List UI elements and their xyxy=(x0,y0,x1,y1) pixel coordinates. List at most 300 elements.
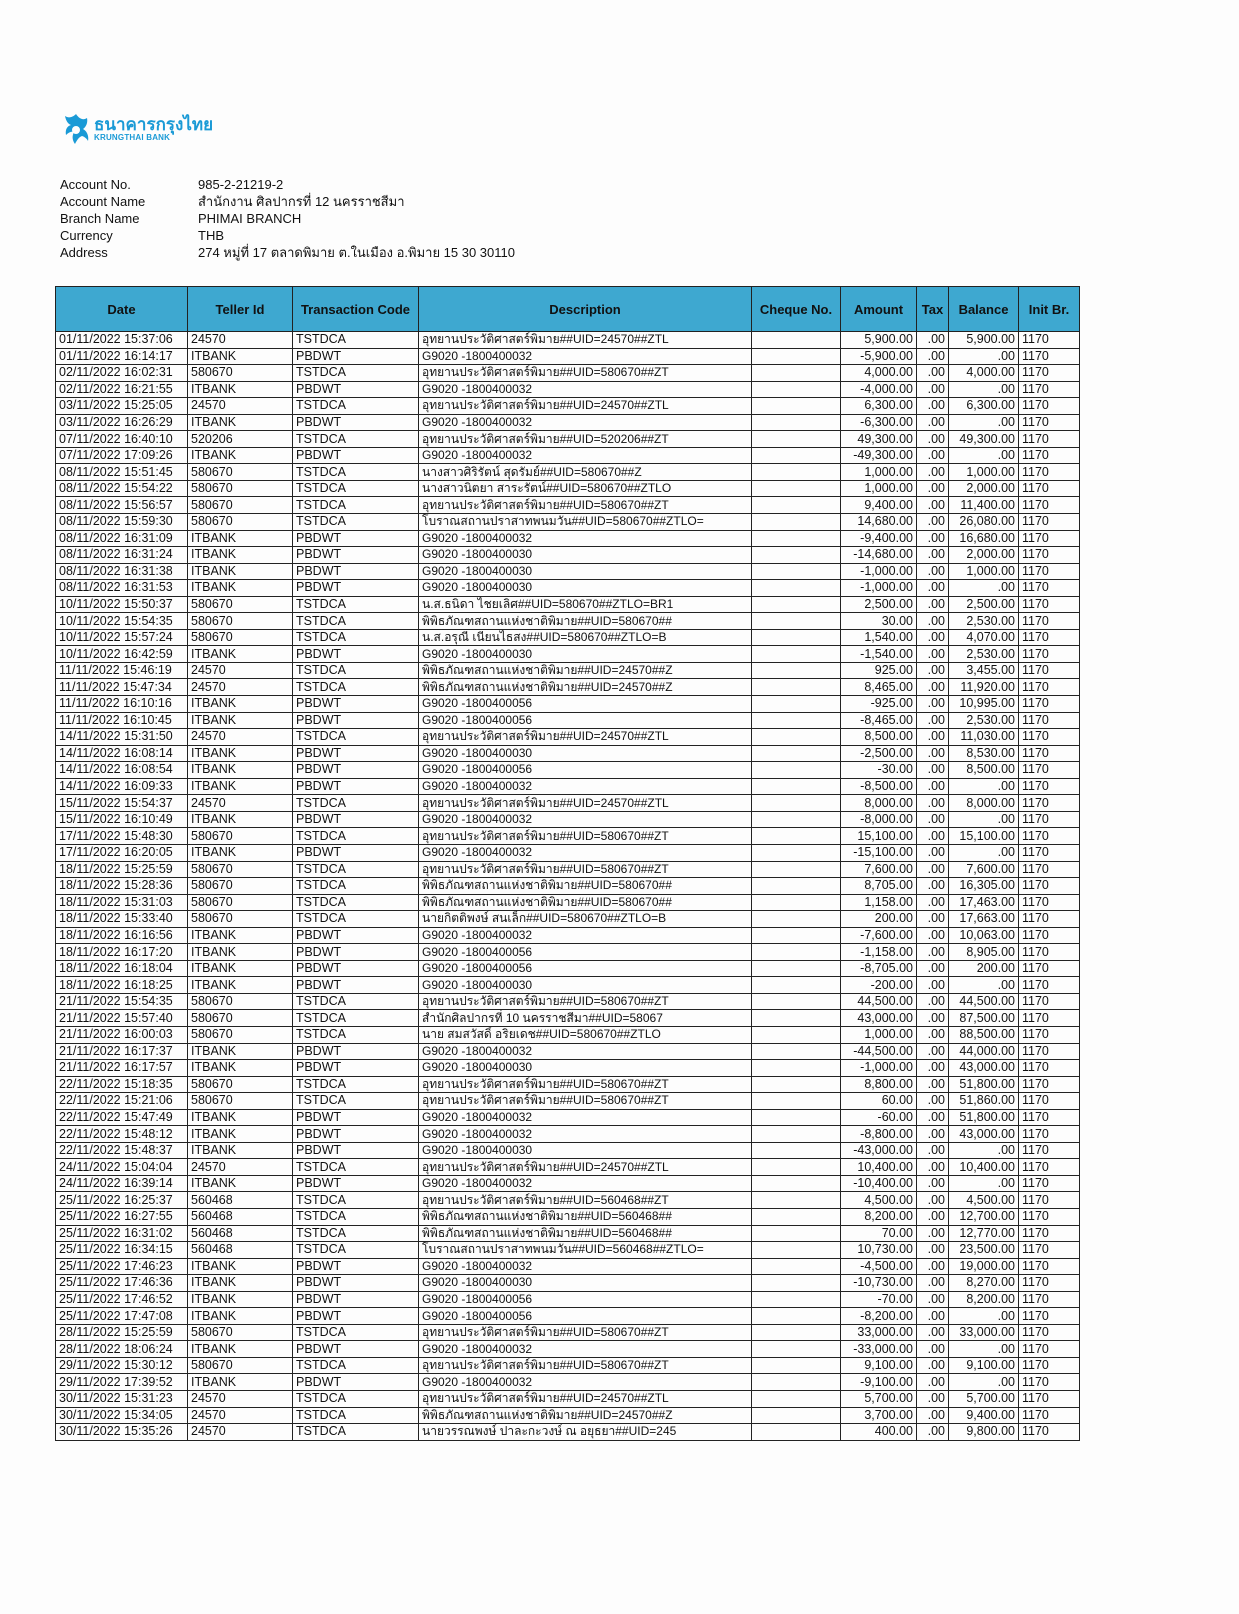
cell-description: G9020 -1800400032 xyxy=(419,348,752,365)
table-row xyxy=(56,662,1080,679)
bank-logo xyxy=(62,112,213,146)
cell-cheque-no xyxy=(752,977,841,994)
cell-balance: 12,770.00 xyxy=(949,1225,1019,1242)
cell-cheque-no xyxy=(752,1109,841,1126)
cell-description: นายวรรณพงษ์ ปาละกะวงษ์ ณ อยุธยา##UID=245 xyxy=(419,1424,752,1441)
cell-date: 25/11/2022 16:25:37 xyxy=(56,1192,188,1209)
cell-amount: 44,500.00 xyxy=(841,993,917,1010)
cell-date: 15/11/2022 16:10:49 xyxy=(56,811,188,828)
cell-amount: 8,465.00 xyxy=(841,679,917,696)
cell-init-br: 1170 xyxy=(1019,613,1080,630)
cell-date: 08/11/2022 15:51:45 xyxy=(56,464,188,481)
cell-tax: .00 xyxy=(917,1225,949,1242)
cell-cheque-no xyxy=(752,1258,841,1275)
cell-date: 25/11/2022 17:47:08 xyxy=(56,1308,188,1325)
cell-date: 22/11/2022 15:18:35 xyxy=(56,1076,188,1093)
cell-transaction-code: TSTDCA xyxy=(293,1324,419,1341)
cell-transaction-code: TSTDCA xyxy=(293,431,419,448)
cell-balance: 10,063.00 xyxy=(949,927,1019,944)
cell-balance: 44,000.00 xyxy=(949,1043,1019,1060)
cell-teller-id: ITBANK xyxy=(188,381,293,398)
cell-init-br: 1170 xyxy=(1019,745,1080,762)
cell-init-br: 1170 xyxy=(1019,878,1080,895)
table-row xyxy=(56,1109,1080,1126)
cell-cheque-no xyxy=(752,348,841,365)
account-field-value: 985-2-21219-2 xyxy=(198,177,284,192)
table-row xyxy=(56,778,1080,795)
cell-tax: .00 xyxy=(917,1208,949,1225)
cell-teller-id: 520206 xyxy=(188,431,293,448)
cell-tax: .00 xyxy=(917,960,949,977)
cell-teller-id: ITBANK xyxy=(188,1374,293,1391)
cell-description: G9020 -1800400032 xyxy=(419,844,752,861)
cell-description: G9020 -1800400030 xyxy=(419,580,752,597)
cell-cheque-no xyxy=(752,1424,841,1441)
cell-amount: -4,000.00 xyxy=(841,381,917,398)
cell-description: G9020 -1800400032 xyxy=(419,778,752,795)
cell-amount: -200.00 xyxy=(841,977,917,994)
cell-init-br: 1170 xyxy=(1019,1242,1080,1259)
cell-date: 08/11/2022 16:31:38 xyxy=(56,563,188,580)
cell-cheque-no xyxy=(752,1341,841,1358)
cell-teller-id: 580670 xyxy=(188,894,293,911)
cell-date: 28/11/2022 18:06:24 xyxy=(56,1341,188,1358)
cell-init-br: 1170 xyxy=(1019,497,1080,514)
cell-date: 25/11/2022 16:34:15 xyxy=(56,1242,188,1259)
cell-transaction-code: TSTDCA xyxy=(293,398,419,415)
cell-transaction-code: PBDWT xyxy=(293,1374,419,1391)
cell-cheque-no xyxy=(752,547,841,564)
cell-date: 10/11/2022 16:42:59 xyxy=(56,646,188,663)
cell-balance: .00 xyxy=(949,580,1019,597)
cell-date: 25/11/2022 16:31:02 xyxy=(56,1225,188,1242)
cell-init-br: 1170 xyxy=(1019,1026,1080,1043)
table-row xyxy=(56,1076,1080,1093)
cell-transaction-code: TSTDCA xyxy=(293,993,419,1010)
cell-date: 30/11/2022 15:35:26 xyxy=(56,1424,188,1441)
cell-description: พิพิธภัณฑสถานแห่งชาติพิมาย##UID=580670## xyxy=(419,894,752,911)
cell-description: G9020 -1800400056 xyxy=(419,944,752,961)
cell-transaction-code: TSTDCA xyxy=(293,1159,419,1176)
cell-teller-id: ITBANK xyxy=(188,530,293,547)
cell-balance: 4,000.00 xyxy=(949,365,1019,382)
table-row xyxy=(56,745,1080,762)
cell-tax: .00 xyxy=(917,563,949,580)
cell-tax: .00 xyxy=(917,993,949,1010)
cell-init-br: 1170 xyxy=(1019,778,1080,795)
table-row xyxy=(56,348,1080,365)
cell-date: 30/11/2022 15:34:05 xyxy=(56,1407,188,1424)
cell-init-br: 1170 xyxy=(1019,1060,1080,1077)
cell-tax: .00 xyxy=(917,795,949,812)
cell-balance: 1,000.00 xyxy=(949,464,1019,481)
cell-cheque-no xyxy=(752,580,841,597)
cell-date: 08/11/2022 15:56:57 xyxy=(56,497,188,514)
table-row xyxy=(56,1424,1080,1441)
table-row xyxy=(56,878,1080,895)
cell-description: G9020 -1800400030 xyxy=(419,1060,752,1077)
table-row xyxy=(56,911,1080,928)
cell-cheque-no xyxy=(752,1275,841,1292)
cell-transaction-code: PBDWT xyxy=(293,563,419,580)
cell-teller-id: ITBANK xyxy=(188,646,293,663)
cell-init-br: 1170 xyxy=(1019,530,1080,547)
cell-transaction-code: PBDWT xyxy=(293,1142,419,1159)
cell-teller-id: ITBANK xyxy=(188,563,293,580)
cell-teller-id: ITBANK xyxy=(188,712,293,729)
cell-init-br: 1170 xyxy=(1019,844,1080,861)
cell-init-br: 1170 xyxy=(1019,1159,1080,1176)
table-row xyxy=(56,894,1080,911)
cell-amount: -8,500.00 xyxy=(841,778,917,795)
cell-transaction-code: TSTDCA xyxy=(293,662,419,679)
cell-date: 21/11/2022 15:57:40 xyxy=(56,1010,188,1027)
table-row xyxy=(56,365,1080,382)
cell-cheque-no xyxy=(752,1225,841,1242)
cell-transaction-code: PBDWT xyxy=(293,712,419,729)
cell-init-br: 1170 xyxy=(1019,811,1080,828)
cell-transaction-code: PBDWT xyxy=(293,414,419,431)
cell-teller-id: 580670 xyxy=(188,629,293,646)
cell-description: อุทยานประวัติศาสตร์พิมาย##UID=560468##ZT xyxy=(419,1192,752,1209)
cell-amount: 1,158.00 xyxy=(841,894,917,911)
cell-init-br: 1170 xyxy=(1019,712,1080,729)
table-header-row xyxy=(56,287,1080,332)
cell-amount: -33,000.00 xyxy=(841,1341,917,1358)
cell-transaction-code: TSTDCA xyxy=(293,894,419,911)
cell-cheque-no xyxy=(752,927,841,944)
cell-cheque-no xyxy=(752,811,841,828)
cell-date: 18/11/2022 15:31:03 xyxy=(56,894,188,911)
krungthai-bird-logo-icon xyxy=(62,112,90,146)
table-row xyxy=(56,613,1080,630)
cell-description: อุทยานประวัติศาสตร์พิมาย##UID=580670##ZT xyxy=(419,365,752,382)
cell-transaction-code: TSTDCA xyxy=(293,1391,419,1408)
cell-date: 18/11/2022 15:33:40 xyxy=(56,911,188,928)
table-row xyxy=(56,547,1080,564)
cell-teller-id: 24570 xyxy=(188,1424,293,1441)
cell-teller-id: 580670 xyxy=(188,878,293,895)
bank-name-thai: ธนาคารกรุงไทย xyxy=(94,114,214,134)
table-row xyxy=(56,530,1080,547)
cell-balance: 51,800.00 xyxy=(949,1109,1019,1126)
cell-cheque-no xyxy=(752,365,841,382)
cell-teller-id: ITBANK xyxy=(188,811,293,828)
table-row xyxy=(56,944,1080,961)
cell-init-br: 1170 xyxy=(1019,861,1080,878)
cell-description: พิพิธภัณฑสถานแห่งชาติพิมาย##UID=560468## xyxy=(419,1225,752,1242)
cell-balance: 33,000.00 xyxy=(949,1324,1019,1341)
cell-cheque-no xyxy=(752,447,841,464)
cell-teller-id: 580670 xyxy=(188,497,293,514)
cell-teller-id: 580670 xyxy=(188,1093,293,1110)
cell-tax: .00 xyxy=(917,1424,949,1441)
cell-cheque-no xyxy=(752,1374,841,1391)
cell-transaction-code: PBDWT xyxy=(293,944,419,961)
cell-tax: .00 xyxy=(917,514,949,531)
cell-date: 25/11/2022 16:27:55 xyxy=(56,1208,188,1225)
table-row xyxy=(56,1159,1080,1176)
cell-teller-id: 24570 xyxy=(188,729,293,746)
column-header-amount: Amount xyxy=(841,287,917,332)
cell-cheque-no xyxy=(752,745,841,762)
cell-balance: 43,000.00 xyxy=(949,1060,1019,1077)
cell-amount: 33,000.00 xyxy=(841,1324,917,1341)
cell-date: 25/11/2022 17:46:36 xyxy=(56,1275,188,1292)
cell-amount: 8,800.00 xyxy=(841,1076,917,1093)
cell-teller-id: ITBANK xyxy=(188,1175,293,1192)
cell-init-br: 1170 xyxy=(1019,729,1080,746)
cell-amount: -14,680.00 xyxy=(841,547,917,564)
cell-description: G9020 -1800400030 xyxy=(419,646,752,663)
cell-tax: .00 xyxy=(917,696,949,713)
cell-teller-id: ITBANK xyxy=(188,927,293,944)
table-row xyxy=(56,1391,1080,1408)
cell-amount: -10,400.00 xyxy=(841,1175,917,1192)
cell-balance: 11,400.00 xyxy=(949,497,1019,514)
cell-date: 18/11/2022 16:18:04 xyxy=(56,960,188,977)
cell-cheque-no xyxy=(752,381,841,398)
cell-balance: 11,920.00 xyxy=(949,679,1019,696)
cell-cheque-no xyxy=(752,944,841,961)
cell-tax: .00 xyxy=(917,1142,949,1159)
cell-cheque-no xyxy=(752,878,841,895)
cell-balance: 5,700.00 xyxy=(949,1391,1019,1408)
cell-amount: 8,000.00 xyxy=(841,795,917,812)
cell-transaction-code: PBDWT xyxy=(293,1126,419,1143)
cell-teller-id: 580670 xyxy=(188,828,293,845)
cell-cheque-no xyxy=(752,1142,841,1159)
cell-description: G9020 -1800400056 xyxy=(419,1291,752,1308)
cell-teller-id: ITBANK xyxy=(188,1291,293,1308)
cell-cheque-no xyxy=(752,1093,841,1110)
cell-balance: 2,530.00 xyxy=(949,646,1019,663)
cell-init-br: 1170 xyxy=(1019,1225,1080,1242)
cell-init-br: 1170 xyxy=(1019,596,1080,613)
cell-transaction-code: PBDWT xyxy=(293,811,419,828)
cell-description: อุทยานประวัติศาสตร์พิมาย##UID=24570##ZTL xyxy=(419,1159,752,1176)
cell-init-br: 1170 xyxy=(1019,414,1080,431)
account-field-label: Address xyxy=(60,245,108,260)
cell-transaction-code: TSTDCA xyxy=(293,1076,419,1093)
table-row xyxy=(56,1407,1080,1424)
cell-init-br: 1170 xyxy=(1019,1407,1080,1424)
cell-description: G9020 -1800400056 xyxy=(419,1308,752,1325)
cell-tax: .00 xyxy=(917,762,949,779)
cell-description: อุทยานประวัติศาสตร์พิมาย##UID=520206##ZT xyxy=(419,431,752,448)
cell-date: 01/11/2022 15:37:06 xyxy=(56,332,188,349)
cell-description: อุทยานประวัติศาสตร์พิมาย##UID=24570##ZTL xyxy=(419,398,752,415)
cell-transaction-code: PBDWT xyxy=(293,1308,419,1325)
cell-amount: -7,600.00 xyxy=(841,927,917,944)
cell-balance: 8,500.00 xyxy=(949,762,1019,779)
cell-init-br: 1170 xyxy=(1019,1142,1080,1159)
cell-cheque-no xyxy=(752,629,841,646)
cell-transaction-code: TSTDCA xyxy=(293,1357,419,1374)
cell-amount: -30.00 xyxy=(841,762,917,779)
cell-balance: 5,900.00 xyxy=(949,332,1019,349)
cell-amount: -4,500.00 xyxy=(841,1258,917,1275)
cell-date: 14/11/2022 16:08:14 xyxy=(56,745,188,762)
cell-balance: 10,995.00 xyxy=(949,696,1019,713)
cell-balance: .00 xyxy=(949,381,1019,398)
cell-cheque-no xyxy=(752,1043,841,1060)
cell-tax: .00 xyxy=(917,1109,949,1126)
cell-cheque-no xyxy=(752,778,841,795)
cell-description: G9020 -1800400056 xyxy=(419,712,752,729)
cell-tax: .00 xyxy=(917,745,949,762)
cell-init-br: 1170 xyxy=(1019,662,1080,679)
cell-cheque-no xyxy=(752,894,841,911)
cell-cheque-no xyxy=(752,1208,841,1225)
cell-init-br: 1170 xyxy=(1019,480,1080,497)
account-field xyxy=(60,176,515,193)
cell-description: อุทยานประวัติศาสตร์พิมาย##UID=24570##ZTL xyxy=(419,795,752,812)
account-field-label: Account No. xyxy=(60,177,131,192)
cell-amount: -10,730.00 xyxy=(841,1275,917,1292)
account-field xyxy=(60,244,515,261)
table-row xyxy=(56,398,1080,415)
cell-cheque-no xyxy=(752,1357,841,1374)
table-row xyxy=(56,431,1080,448)
account-field-value: 274 หมู่ที่ 17 ตลาดพิมาย ต.ในเมือง อ.พิมาย 15 30 30110 xyxy=(198,245,515,260)
table-row xyxy=(56,480,1080,497)
cell-transaction-code: PBDWT xyxy=(293,1043,419,1060)
cell-init-br: 1170 xyxy=(1019,629,1080,646)
cell-amount: 1,000.00 xyxy=(841,464,917,481)
cell-init-br: 1170 xyxy=(1019,1175,1080,1192)
cell-transaction-code: TSTDCA xyxy=(293,613,419,630)
cell-tax: .00 xyxy=(917,365,949,382)
cell-balance: 8,530.00 xyxy=(949,745,1019,762)
cell-transaction-code: TSTDCA xyxy=(293,1208,419,1225)
cell-balance: 1,000.00 xyxy=(949,563,1019,580)
cell-init-br: 1170 xyxy=(1019,1324,1080,1341)
cell-date: 07/11/2022 17:09:26 xyxy=(56,447,188,464)
cell-init-br: 1170 xyxy=(1019,977,1080,994)
cell-teller-id: ITBANK xyxy=(188,1126,293,1143)
cell-description: นางสาวศิริรัตน์ สุดรัมย์##UID=580670##Z xyxy=(419,464,752,481)
cell-transaction-code: TSTDCA xyxy=(293,861,419,878)
cell-tax: .00 xyxy=(917,1026,949,1043)
table-row xyxy=(56,977,1080,994)
cell-transaction-code: PBDWT xyxy=(293,927,419,944)
cell-date: 18/11/2022 16:16:56 xyxy=(56,927,188,944)
cell-init-br: 1170 xyxy=(1019,1258,1080,1275)
cell-amount: 5,900.00 xyxy=(841,332,917,349)
cell-amount: -60.00 xyxy=(841,1109,917,1126)
cell-cheque-no xyxy=(752,729,841,746)
cell-transaction-code: TSTDCA xyxy=(293,828,419,845)
cell-balance: .00 xyxy=(949,1142,1019,1159)
cell-tax: .00 xyxy=(917,944,949,961)
cell-tax: .00 xyxy=(917,447,949,464)
cell-init-br: 1170 xyxy=(1019,1357,1080,1374)
table-row xyxy=(56,844,1080,861)
table-row xyxy=(56,729,1080,746)
table-row xyxy=(56,332,1080,349)
cell-tax: .00 xyxy=(917,1060,949,1077)
cell-tax: .00 xyxy=(917,679,949,696)
cell-description: นางสาวนิตยา สาระรัตน์##UID=580670##ZTLO xyxy=(419,480,752,497)
cell-date: 08/11/2022 16:31:24 xyxy=(56,547,188,564)
column-header-transaction-code: Transaction Code xyxy=(293,287,419,332)
cell-init-br: 1170 xyxy=(1019,365,1080,382)
cell-cheque-no xyxy=(752,1010,841,1027)
cell-date: 10/11/2022 15:54:35 xyxy=(56,613,188,630)
cell-amount: 5,700.00 xyxy=(841,1391,917,1408)
cell-transaction-code: TSTDCA xyxy=(293,1424,419,1441)
cell-balance: 4,500.00 xyxy=(949,1192,1019,1209)
cell-teller-id: ITBANK xyxy=(188,580,293,597)
cell-transaction-code: PBDWT xyxy=(293,960,419,977)
cell-init-br: 1170 xyxy=(1019,1043,1080,1060)
table-row xyxy=(56,1357,1080,1374)
cell-date: 10/11/2022 15:57:24 xyxy=(56,629,188,646)
cell-balance: .00 xyxy=(949,414,1019,431)
cell-transaction-code: TSTDCA xyxy=(293,1093,419,1110)
cell-tax: .00 xyxy=(917,878,949,895)
cell-init-br: 1170 xyxy=(1019,398,1080,415)
cell-date: 22/11/2022 15:47:49 xyxy=(56,1109,188,1126)
cell-transaction-code: PBDWT xyxy=(293,844,419,861)
cell-init-br: 1170 xyxy=(1019,828,1080,845)
cell-balance: .00 xyxy=(949,844,1019,861)
cell-description: อุทยานประวัติศาสตร์พิมาย##UID=580670##ZT xyxy=(419,861,752,878)
cell-teller-id: 580670 xyxy=(188,1076,293,1093)
cell-init-br: 1170 xyxy=(1019,381,1080,398)
cell-date: 11/11/2022 15:46:19 xyxy=(56,662,188,679)
table-row xyxy=(56,679,1080,696)
column-header-balance: Balance xyxy=(949,287,1019,332)
cell-balance: .00 xyxy=(949,811,1019,828)
cell-init-br: 1170 xyxy=(1019,514,1080,531)
table-row xyxy=(56,1275,1080,1292)
cell-init-br: 1170 xyxy=(1019,1109,1080,1126)
cell-tax: .00 xyxy=(917,480,949,497)
table-row xyxy=(56,447,1080,464)
cell-date: 21/11/2022 16:00:03 xyxy=(56,1026,188,1043)
cell-teller-id: 24570 xyxy=(188,795,293,812)
table-row xyxy=(56,1192,1080,1209)
cell-cheque-no xyxy=(752,530,841,547)
cell-transaction-code: PBDWT xyxy=(293,646,419,663)
table-row xyxy=(56,1175,1080,1192)
cell-teller-id: ITBANK xyxy=(188,745,293,762)
cell-transaction-code: PBDWT xyxy=(293,1109,419,1126)
cell-date: 17/11/2022 15:48:30 xyxy=(56,828,188,845)
cell-amount: -49,300.00 xyxy=(841,447,917,464)
cell-date: 14/11/2022 16:09:33 xyxy=(56,778,188,795)
table-row xyxy=(56,795,1080,812)
cell-balance: 11,030.00 xyxy=(949,729,1019,746)
cell-init-br: 1170 xyxy=(1019,332,1080,349)
table-row xyxy=(56,1142,1080,1159)
cell-amount: 10,730.00 xyxy=(841,1242,917,1259)
cell-tax: .00 xyxy=(917,1357,949,1374)
cell-tax: .00 xyxy=(917,1010,949,1027)
table-row xyxy=(56,828,1080,845)
cell-cheque-no xyxy=(752,1407,841,1424)
cell-transaction-code: TSTDCA xyxy=(293,911,419,928)
cell-tax: .00 xyxy=(917,1291,949,1308)
cell-teller-id: 560468 xyxy=(188,1208,293,1225)
cell-description: นาย สมสวัสดิ์ อริยเดช##UID=580670##ZTLO xyxy=(419,1026,752,1043)
cell-amount: 1,000.00 xyxy=(841,1026,917,1043)
cell-transaction-code: PBDWT xyxy=(293,348,419,365)
cell-description: G9020 -1800400032 xyxy=(419,811,752,828)
cell-tax: .00 xyxy=(917,398,949,415)
